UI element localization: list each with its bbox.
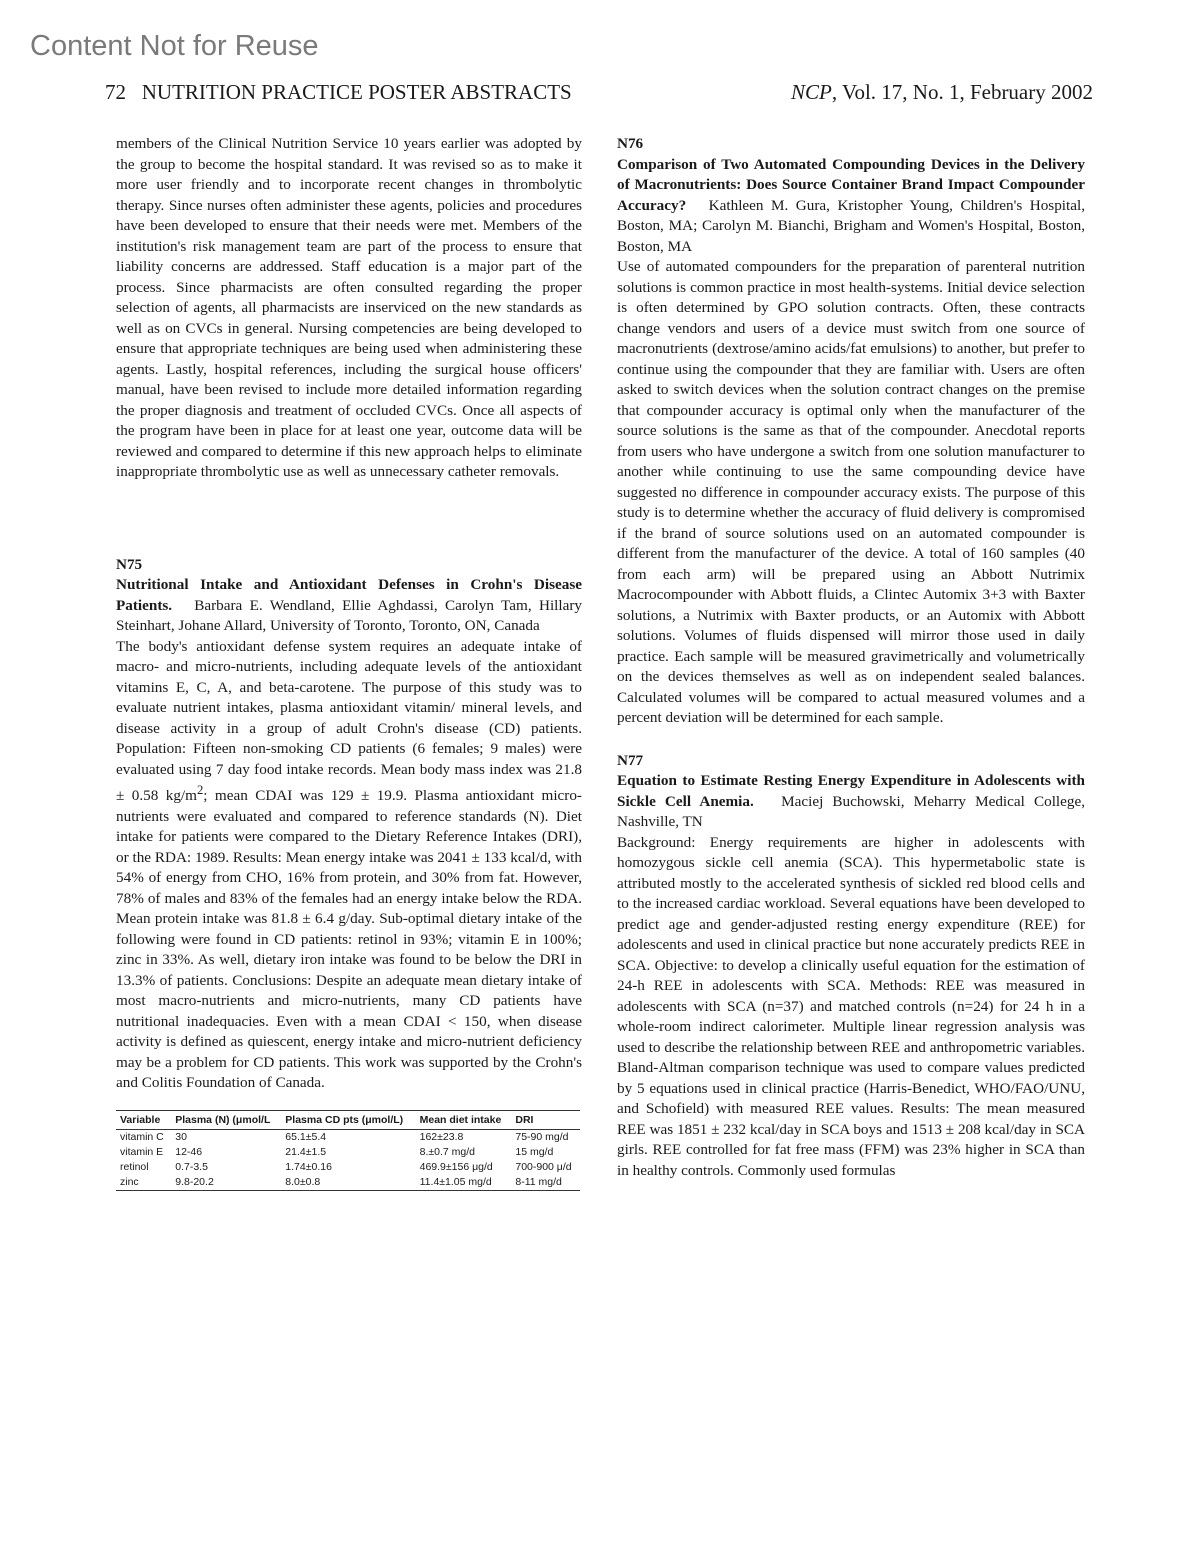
abstract-body-n75-part1: The body's antioxidant defense system requires an adequate intake of macro- and micro-nutrients, including adequate levels of the antioxidant vitamins E, C, A, and beta-carotene. The purpose of this study was to evaluate nutrient intakes, plasma antioxidant vitamin/ mineral levels, and disease activity in a group of adult Crohn's disease (CD) patients. Population: Fifteen non-smoking CD patients (6 females; 9 males) were evaluated using 7 day food intake records. Mean body mass index was 21.8 ± 0.58 kg/m xyxy=(116,637,582,805)
watermark: Content Not for Reuse xyxy=(30,30,319,62)
table-row xyxy=(116,1160,580,1175)
abstract-n77-heading xyxy=(617,771,1085,833)
running-head: 72 NUTRITION PRACTICE POSTER ABSTRACTS xyxy=(105,80,572,104)
abstract-title-n77: Equation to Estimate Resting Energy Expenditure in Adolescents with Sickle Cell Anemia. xyxy=(617,772,1085,810)
abstract-n76-heading xyxy=(617,155,1085,258)
table-header-row xyxy=(116,1110,580,1129)
table-cell: 15 mg/d xyxy=(515,1145,554,1158)
table-header-cell: Mean diet intake xyxy=(419,1113,502,1126)
continued-text: members of the Clinical Nutrition Service 10 years earlier was adopted by the group to become the hospital standard. It was revised so as to make it more user friendly and to incorporate recent changes in thrombolytic therapy. Since nurses often administer these agents, policies and procedures have been developed to ensure that their needs were met. Members of the institution's risk management team are part of the process to ensure that liability concerns are addressed. Staff education is a major part of the process. Since pharmacists are often consulted regarding the proper selection of agents, all pharmacists are inserviced on the new standards as well as on CVCs in general. Nursing competencies are being developed to ensure that appropriate techniques are being used when administering these agents. Lastly, hospital references, including the surgical house officers' manual, have been revised to include more detailed information regarding the proper diagnosis and treatment of occluded CVCs. Once all aspects of the program have been in place for at least one year, outcome data will be reviewed and compared to determine if this new approach helps to eliminate inappropriate thrombolytic use as well as unnecessary catheter removals. xyxy=(116,135,582,480)
table-header-cell: DRI xyxy=(515,1113,534,1126)
abstract-title-n76: Comparison of Two Automated Compounding Devices in the Delivery of Macronutrients: Does Source Container Brand Impact Compounder Accuracy? xyxy=(617,155,1085,214)
superscript: 2 xyxy=(196,783,204,797)
table-header-cell: Plasma (N) (μmol/L xyxy=(175,1113,271,1126)
n75-data-table xyxy=(116,1110,580,1191)
table-cell: vitamin C xyxy=(120,1130,164,1143)
table-cell: 65.1±5.4 xyxy=(285,1130,327,1143)
table-cell: 162±23.8 xyxy=(419,1130,464,1143)
abstract-id-n77: N77 xyxy=(617,751,644,769)
table-cell: vitamin E xyxy=(120,1145,164,1158)
table-cell: 21.4±1.5 xyxy=(285,1145,327,1158)
table-cell: 700-900 μ/d xyxy=(515,1160,572,1173)
table-cell: 0.7-3.5 xyxy=(175,1160,208,1173)
page-header xyxy=(105,80,1093,110)
table-cell: 12-46 xyxy=(175,1145,203,1158)
table-row xyxy=(116,1145,580,1160)
table-cell: 9.8-20.2 xyxy=(175,1175,214,1188)
abstract-body-n76: Use of automated compounders for the preparation of parenteral nutrition solutions is common practice in most health-systems. Initial device selection is often determined by GPO solution contracts. Often, these contracts change vendors and users of a device must switch from one source of macronutrients (dextrose/amino acids/fat emulsions) to another, but prefer to continue using the compounder that they are familiar with. Users are often asked to switch devices when the solution contract changes on the premise that compounder accuracy is optimal only when the manufacturer of the source solutions is the same as that of the compounder. Anecdotal reports from users who have undergone a switch from one solution manufacturer to another while continuing to use the same compounding device have suggested no difference in compounder accuracy exists. The purpose of this study is to determine whether the accuracy of fluid delivery is compromised if the brand of source solutions used on an automated compounder is different from the manufacturer of the device. A total of 160 samples (40 from each arm) will be prepared using an Abbott Nutrimix Macrocompounder with Abbott fluids, a Clintec Automix 3+3 with Baxter solutions, a Nutrimix with Baxter products, or an Automix with Abbott solutions. Volumes of fluids dispensed will mirror those used in daily practice. Each sample will be measured gravimetrically and volumetrically on the devices themselves as well as on independent sealed balances. Calculated volumes will be compared to actual measured volumes and a percent deviation will be determined for each sample. xyxy=(617,258,1085,726)
abstract-id-n75: N75 xyxy=(116,555,143,573)
right-column xyxy=(617,134,1085,1181)
table-row xyxy=(116,1129,580,1145)
left-column xyxy=(116,134,582,1191)
abstract-n75-heading xyxy=(116,575,582,637)
abstract-body-n75 xyxy=(116,637,582,1094)
table-cell: 75-90 mg/d xyxy=(515,1130,569,1143)
table-cell: 8.0±0.8 xyxy=(285,1175,321,1188)
abstract-title-n75: Nutritional Intake and Antioxidant Defenses in Crohn's Disease Patients. xyxy=(116,576,582,614)
table-header-cell: Variable xyxy=(120,1113,161,1126)
journal-name: NCP xyxy=(791,80,832,104)
table-cell: 8.±0.7 mg/d xyxy=(419,1145,476,1158)
abstract-body-n77: Background: Energy requirements are higher in adolescents with homozygous sickle cell anemia (SCA). This hypermetabolic state is attributed mostly to the accelerated synthesis of sickled red blood cells and to the increased cardiac workload. Several equations have been developed to predict age and gender-adjusted resting energy expenditure (REE) for adolescents and used in clinical practice but none accurately predicts REE in SCA. Objective: to develop a clinically useful equation for the estimation of 24-h REE in adolescents with SCA. Methods: REE was measured in adolescents with SCA (n=37) and matched controls (n=24) for 24 h in a whole-room indirect calorimeter. Multiple linear regression analysis was used to describe the relationship between REE and anthropometric variables. Bland-Altman comparison technique was used to compare values predicted by 5 equations used in clinical practice (Harris-Benedict, WHO/FAO/UNU, and Schofield) with measured REE values. Results: The mean measured REE was 1851 ± 232 kcal/day in SCA boys and 1513 ± 208 kcal/day in SCA girls. REE controlled for fat free mass (FFM) was 23% higher in SCA than in healthy controls. Commonly used formulas xyxy=(617,833,1085,1179)
table-header-cell: Plasma CD pts (μmol/L) xyxy=(285,1113,404,1126)
abstract-authors-n77: Maciej Buchowski, Meharry Medical College, Nashville, TN xyxy=(617,792,1086,830)
journal-citation xyxy=(791,80,1093,105)
table-cell: 8-11 mg/d xyxy=(515,1175,562,1188)
journal-issue: , Vol. 17, No. 1, February 2002 xyxy=(831,80,1093,104)
table-cell: 469.9±156 μg/d xyxy=(419,1160,493,1173)
abstract-authors-n75: Barbara E. Wendland, Ellie Aghdassi, Carolyn Tam, Hillary Steinhart, Johane Allard, University of Toronto, Toronto, ON, Canada xyxy=(116,596,582,634)
abstract-id-n76: N76 xyxy=(617,135,644,152)
table-cell: zinc xyxy=(120,1175,139,1188)
table-cell: 11.4±1.05 mg/d xyxy=(419,1175,492,1188)
table-cell: retinol xyxy=(120,1160,149,1173)
table-cell: 1.74±0.16 xyxy=(285,1160,332,1173)
abstract-body-n75-part2: ; mean CDAI was 129 ± 19.9. Plasma antioxidant micro-nutrients were evaluated and compared to reference standards (N). Diet intake for patients were compared to the Dietary Reference Intakes (DRI), or the RDA: 1989. Results: Mean energy intake was 2041 ± 133 kcal/d, with 54% of energy from CHO, 16% from protein, and 30% from fat. However, 78% of males and 83% of the females had an energy intake below the RDA. Mean protein intake was 81.8 ± 6.4 g/day. Sub-optimal dietary intake of the following were found in CD patients: retinol in 93%; vitamin E in 100%; zinc in 33%. As well, dietary iron intake was found to be below the DRI in 13.3% of patients. Conclusions: Despite an adequate mean dietary intake of most macro-nutrients and micro-nutrients, many CD patients have nutritional inadequacies. Even with a mean CDAI < 150, when disease activity is defined as quiescent, energy intake and micro-nutrient deficiency may be a problem for CD patients. This work was supported by the Crohn's and Colitis Foundation of Canada. xyxy=(116,787,582,1092)
abstract-authors-n76: Kathleen M. Gura, Kristopher Young, Children's Hospital, Boston, MA; Carolyn M. Bianchi, Brigham and Women's Hospital, Boston, Boston, MA xyxy=(617,196,1086,255)
table-cell: 30 xyxy=(175,1130,187,1143)
table-row xyxy=(116,1175,580,1191)
